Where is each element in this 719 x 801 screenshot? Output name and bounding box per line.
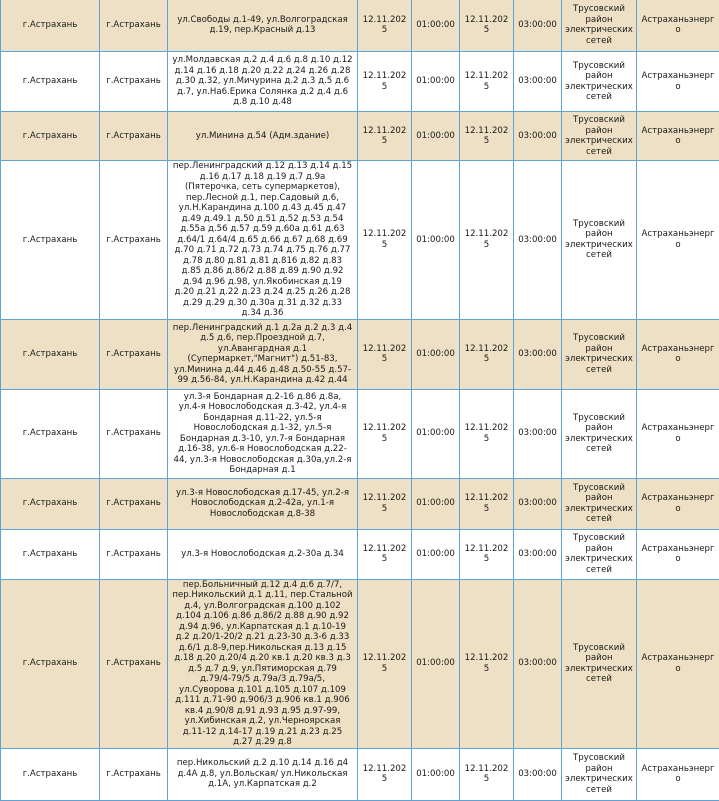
company-cell: Астраханьэнерго [637, 579, 719, 748]
end-time-cell: 03:00:00 [514, 161, 562, 320]
table-row [1, 389, 719, 478]
table-row [1, 748, 719, 800]
end-time-cell: 03:00:00 [514, 748, 562, 800]
start-time-cell: 01:00:00 [412, 389, 460, 478]
company-cell: Астраханьэнерго [637, 748, 719, 800]
locality-cell: г.Астрахань [100, 529, 168, 579]
address-cell: пер.Больничный д.12 д.4 д.6 д.7/7, пер.Никольский д.1 д.11, пер.Стальной д.4, ул.Волгоградская д.100 д.102 д.104 д.106 д.86 д.86/2 д.88 д.90 д.92 д.94 д.96, ул.Карпатская д.1 д.10-19 д.2 д.20/1-20/2 д.21 д.23-30 д.3-6 д.33 д.6/1 д.8-9,пер.Никольская д.13 д.15 д.18 д.20 д.20/4 д.20 кв.1 д.20 кв.3 д.3 д.5 д.7 д.9, ул.Пятиморская д.79 д.79/4-79/5 д.79а/3 д.79а/5, ул.Суворова д.101 д.105 д.107 д.109 д.111 д.71-90 д.906/3 д.906 кв.1 д.906 кв.4 д.90/8 д.91 д.93 д.95 д.97-99, ул.Хибинская д.2, ул.Черноярская д.11-12 д.14-17 д.19 д.21 д.23 д.25 д.27 д.29 д.8 [168, 579, 358, 748]
start-date-cell: 12.11.2025 [358, 529, 412, 579]
company-cell: Астраханьэнерго [637, 0, 719, 52]
address-cell: ул.Минина д.54 (Адм.здание) [168, 112, 358, 161]
locality-cell: г.Астрахань [100, 52, 168, 112]
start-date-cell: 12.11.2025 [358, 748, 412, 800]
address-cell: пер.Ленинградский д.1 д.2а д.2 д.3 д.4 д.5 д.6, пер.Проездной д.7, ул.Авангардная д.1 (Супермаркет,"Магнит") д.51-83, ул.Минина д.44 д.46 д.48 д.50-55 д.57-99 д.56-84, ул.Н.Карандина д.42 д.44 [168, 319, 358, 389]
start-date-cell: 12.11.2025 [358, 319, 412, 389]
company-cell: Астраханьэнерго [637, 161, 719, 320]
end-date-cell: 12.11.2025 [460, 0, 514, 52]
locality-cell: г.Астрахань [100, 0, 168, 52]
start-time-cell: 01:00:00 [412, 748, 460, 800]
start-time-cell: 01:00:00 [412, 478, 460, 529]
locality-cell: г.Астрахань [100, 579, 168, 748]
start-time-cell: 01:00:00 [412, 0, 460, 52]
end-time-cell: 03:00:00 [514, 529, 562, 579]
city-cell: г.Астрахань [1, 478, 100, 529]
end-time-cell: 03:00:00 [514, 319, 562, 389]
city-cell: г.Астрахань [1, 319, 100, 389]
end-date-cell: 12.11.2025 [460, 478, 514, 529]
end-date-cell: 12.11.2025 [460, 579, 514, 748]
district-cell: Трусовский район электрических сетей [562, 478, 637, 529]
district-cell: Трусовский район электрических сетей [562, 748, 637, 800]
end-time-cell: 03:00:00 [514, 478, 562, 529]
city-cell: г.Астрахань [1, 389, 100, 478]
start-date-cell: 12.11.2025 [358, 112, 412, 161]
end-date-cell: 12.11.2025 [460, 52, 514, 112]
start-time-cell: 01:00:00 [412, 112, 460, 161]
end-date-cell: 12.11.2025 [460, 112, 514, 161]
locality-cell: г.Астрахань [100, 389, 168, 478]
start-date-cell: 12.11.2025 [358, 389, 412, 478]
city-cell: г.Астрахань [1, 112, 100, 161]
table-row [1, 161, 719, 320]
table-row [1, 319, 719, 389]
district-cell: Трусовский район электрических сетей [562, 112, 637, 161]
end-time-cell: 03:00:00 [514, 52, 562, 112]
start-time-cell: 01:00:00 [412, 579, 460, 748]
address-cell: пер.Ленинградский д.12 д.13 д.14 д.15 д.16 д.17 д.18 д.19 д.7 д.9а (Пятерочка, сеть супермаркетов), пер.Лесной д.1, пер.Садовый д.6, ул.Н.Карандина д.100 д.43 д.45 д.47 д.49 д.49.1 д.50 д.51 д.52 д.53 д.54 д.55а д.56 д.57 д.59 д.60а д.61 д.63 д.64/1 д.64/4 д.65 д.66 д.67 д.68 д.69 д.70 д.71 д.72 д.73 д.74 д.75 д.76 д.77 д.78 д.80 д.81 д.81 д.816 д.82 д.83 д.85 д.86 д.86/2 д.88 д.89 д.90 д.92 д.94 д.96 д.98, ул.Якобинская д.19 д.20 д.21 д.22 д.23 д.24 д.25 д.26 д.28 д.29 д.29 д.30 д.30а д.31 д.32 д.33 д.34 д.36 [168, 161, 358, 320]
city-cell: г.Астрахань [1, 579, 100, 748]
start-time-cell: 01:00:00 [412, 319, 460, 389]
city-cell: г.Астрахань [1, 0, 100, 52]
city-cell: г.Астрахань [1, 161, 100, 320]
table-row [1, 52, 719, 112]
start-date-cell: 12.11.2025 [358, 478, 412, 529]
end-time-cell: 03:00:00 [514, 579, 562, 748]
company-cell: Астраханьэнерго [637, 389, 719, 478]
company-cell: Астраханьэнерго [637, 319, 719, 389]
end-time-cell: 03:00:00 [514, 0, 562, 52]
company-cell: Астраханьэнерго [637, 112, 719, 161]
end-time-cell: 03:00:00 [514, 112, 562, 161]
address-cell: ул.3-я Новослободская д.17-45, ул.2-я Новослободская д.2-42а, ул.1-я Новослободская д.8-38 [168, 478, 358, 529]
locality-cell: г.Астрахань [100, 478, 168, 529]
city-cell: г.Астрахань [1, 52, 100, 112]
end-date-cell: 12.11.2025 [460, 161, 514, 320]
address-cell: пер.Никольский д.2 д.10 д.14 д.16 д4 д.4А д.8, ул.Вольская/ ул.Никольская д.1А, ул.Карпатская д.2 [168, 748, 358, 800]
company-cell: Астраханьэнерго [637, 52, 719, 112]
table-row [1, 0, 719, 52]
address-cell: ул.Свободы д.1-49, ул.Волгоградская д.19, пер.Красный д.13 [168, 0, 358, 52]
address-cell: ул.Молдавская д.2 д.4 д.6 д.8 д.10 д.12 д.14 д.16 д.18 д.20 д.22 д.24 д.26 д.28 д.30 д.32, ул.Мичурина д.2 д.3 д.5 д.6 д.7, ул.На6.Ерика Солянка д.2 д.4 д.6 д.8 д.10 д.48 [168, 52, 358, 112]
table-row [1, 112, 719, 161]
district-cell: Трусовский район электрических сетей [562, 529, 637, 579]
city-cell: г.Астрахань [1, 748, 100, 800]
locality-cell: г.Астрахань [100, 319, 168, 389]
end-date-cell: 12.11.2025 [460, 748, 514, 800]
address-cell: ул.3-я Новослободская д.2-30а д.34 [168, 529, 358, 579]
district-cell: Трусовский район электрических сетей [562, 389, 637, 478]
end-date-cell: 12.11.2025 [460, 389, 514, 478]
locality-cell: г.Астрахань [100, 748, 168, 800]
table-row [1, 529, 719, 579]
district-cell: Трусовский район электрических сетей [562, 319, 637, 389]
district-cell: Трусовский район электрических сетей [562, 0, 637, 52]
company-cell: Астраханьэнерго [637, 529, 719, 579]
end-date-cell: 12.11.2025 [460, 529, 514, 579]
district-cell: Трусовский район электрических сетей [562, 161, 637, 320]
start-date-cell: 12.11.2025 [358, 0, 412, 52]
start-date-cell: 12.11.2025 [358, 579, 412, 748]
locality-cell: г.Астрахань [100, 161, 168, 320]
end-date-cell: 12.11.2025 [460, 319, 514, 389]
district-cell: Трусовский район электрических сетей [562, 579, 637, 748]
locality-cell: г.Астрахань [100, 112, 168, 161]
start-time-cell: 01:00:00 [412, 52, 460, 112]
table-row [1, 478, 719, 529]
start-time-cell: 01:00:00 [412, 529, 460, 579]
company-cell: Астраханьэнерго [637, 478, 719, 529]
city-cell: г.Астрахань [1, 529, 100, 579]
table-row [1, 579, 719, 748]
start-date-cell: 12.11.2025 [358, 161, 412, 320]
district-cell: Трусовский район электрических сетей [562, 52, 637, 112]
start-time-cell: 01:00:00 [412, 161, 460, 320]
address-cell: ул.3-я Бондарная д.2-16 д.86 д.8а, ул.4-я Новослободская д.3-42, ул.4-я Бондарная д.11-22, ул.5-я Новослободская д.1-32, ул.5-я Бондарная д.3-10, ул.7-я Бондарная д.16-38, ул.6-я Новослободская д.22-44, ул.3-я Новослободская д.30а,ул.2-я Бондарная д.1 [168, 389, 358, 478]
start-date-cell: 12.11.2025 [358, 52, 412, 112]
end-time-cell: 03:00:00 [514, 389, 562, 478]
